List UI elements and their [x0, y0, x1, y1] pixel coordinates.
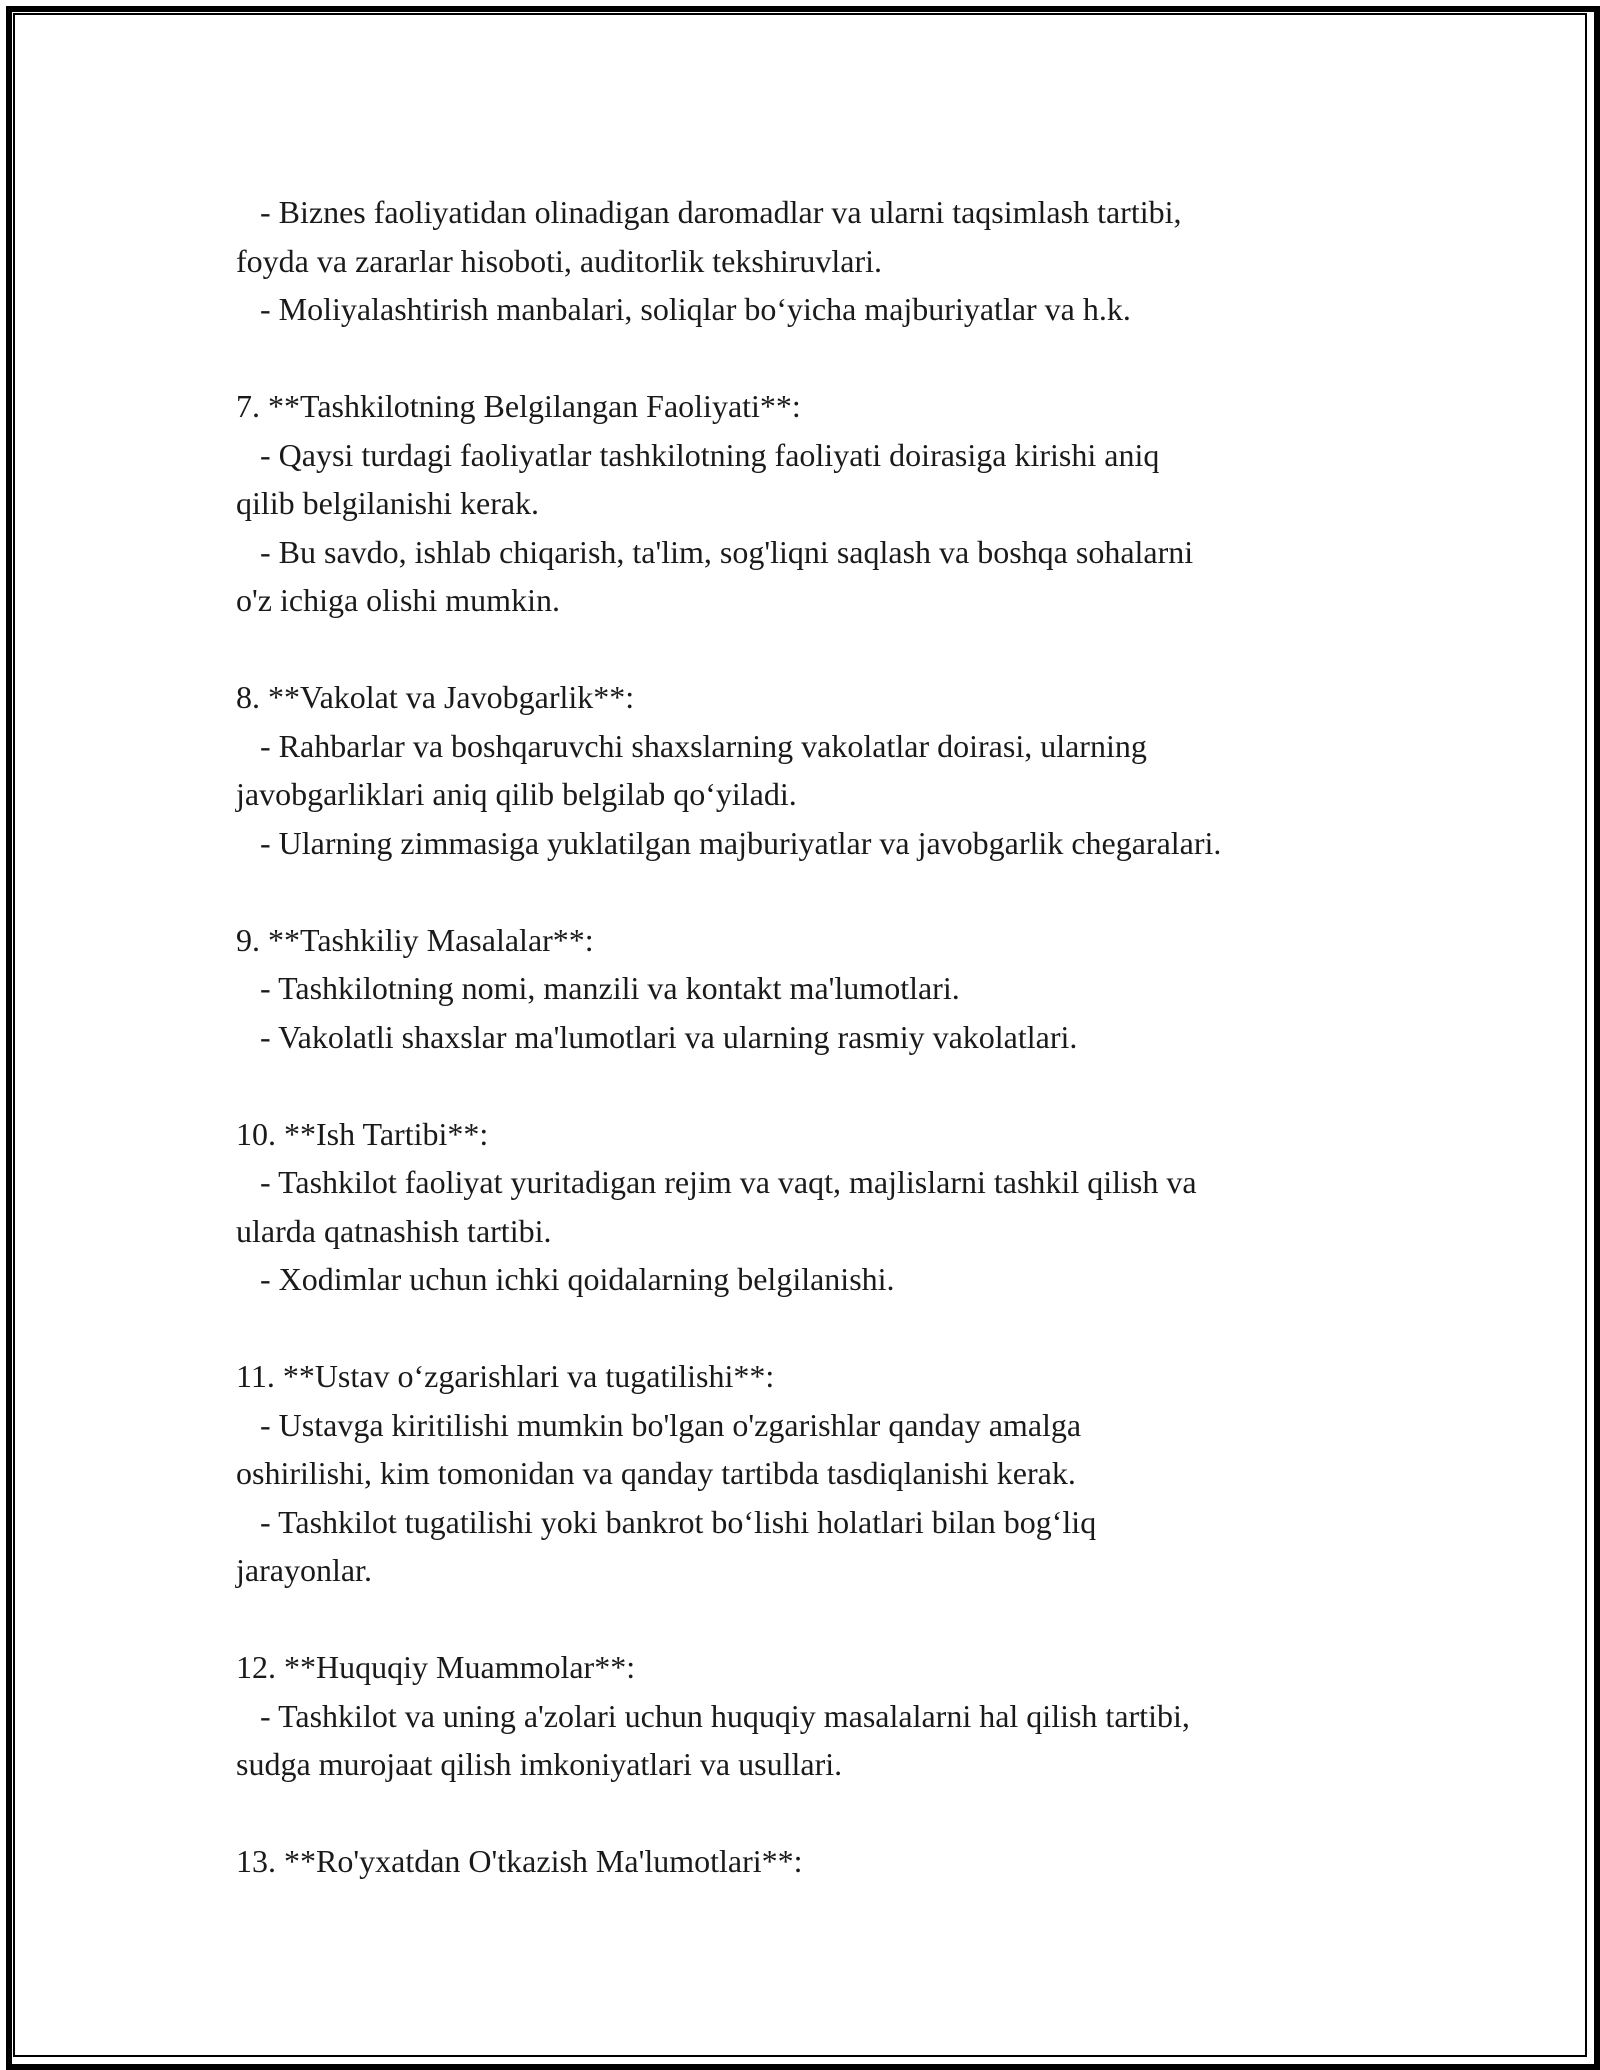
text-line: - Vakolatli shaxslar ma'lumotlari va ularning rasmiy vakolatlari. [236, 1018, 1078, 1055]
section-heading: 11. **Ustav o‘zgarishlari va tugatilishi**: [236, 1358, 775, 1394]
text-line: - Rahbarlar va boshqaruvchi shaxslarning vakolatlar doirasi, ularning [236, 727, 1147, 764]
paragraph-gap [236, 1304, 1436, 1353]
section-heading: 8. **Vakolat va Javobgarlik**: [236, 679, 635, 715]
section-heading: 9. **Tashkiliy Masalalar**: [236, 921, 594, 958]
text-line: - Biznes faoliyatidan olinadigan daromadlar va ularni taqsimlash tartibi, [236, 194, 1182, 230]
paragraph-gap [236, 1789, 1436, 1838]
text-line: - Xodimlar uchun ichki qoidalarning belgilanishi. [236, 1261, 895, 1297]
text-line: qilib belgilanishi kerak. [236, 485, 540, 521]
paragraph-gap [236, 625, 1436, 674]
section-heading: 12. **Huquqiy Muammolar**: [236, 1649, 636, 1685]
paragraph-gap [236, 1061, 1436, 1110]
text-line: sudga murojaat qilish imkoniyatlari va usullari. [236, 1746, 843, 1782]
paragraph-gap [236, 334, 1436, 383]
text-line: - Tashkilotning nomi, manzili va kontakt ma'lumotlari. [236, 970, 960, 1006]
text-line: o'z ichiga olishi mumkin. [236, 582, 560, 618]
section-heading: 7. **Tashkilotning Belgilangan Faoliyati**: [236, 388, 801, 424]
paragraph-gap [236, 1595, 1436, 1644]
paragraph-gap [236, 867, 1436, 916]
section-heading: 10. **Ish Tartibi**: [236, 1115, 489, 1152]
text-line: - Moliyalashtirish manbalari, soliqlar bo‘yicha majburiyatlar va h.k. [236, 291, 1131, 327]
section-heading: 13. **Ro'yxatdan O'tkazish Ma'lumotlari**: [236, 1843, 803, 1879]
text-line: ularda qatnashish tartibi. [236, 1212, 552, 1249]
text-line: - Tashkilot va uning a'zolari uchun huquqiy masalalarni hal qilish tartibi, [236, 1697, 1190, 1734]
text-line: - Ustavga kiritilishi mumkin bo'lgan o'zgarishlar qanday amalga [236, 1406, 1082, 1443]
text-line: - Qaysi turdagi faoliyatlar tashkilotning faoliyati doirasiga kirishi aniq [236, 436, 1160, 473]
document-body [236, 188, 1436, 1886]
text-line: - Bu savdo, ishlab chiqarish, ta'lim, sog'liqni saqlash va boshqa sohalarni [236, 533, 1194, 570]
text-line: foyda va zararlar hisoboti, auditorlik tekshiruvlari. [236, 242, 883, 279]
text-line: oshirilishi, kim tomonidan va qanday tartibda tasdiqlanishi kerak. [236, 1455, 1076, 1491]
text-line: - Tashkilot faoliyat yuritadigan rejim va vaqt, majlislarni tashkil qilish va [236, 1164, 1197, 1200]
text-line: jarayonlar. [236, 1552, 372, 1588]
text-line: - Tashkilot tugatilishi yoki bankrot bo‘lishi holatlari bilan bog‘liq [236, 1503, 1097, 1540]
text-line: javobgarliklari aniq qilib belgilab qo‘yiladi. [236, 776, 797, 812]
text-line: - Ularning zimmasiga yuklatilgan majburiyatlar va javobgarlik chegaralari. [236, 824, 1222, 861]
